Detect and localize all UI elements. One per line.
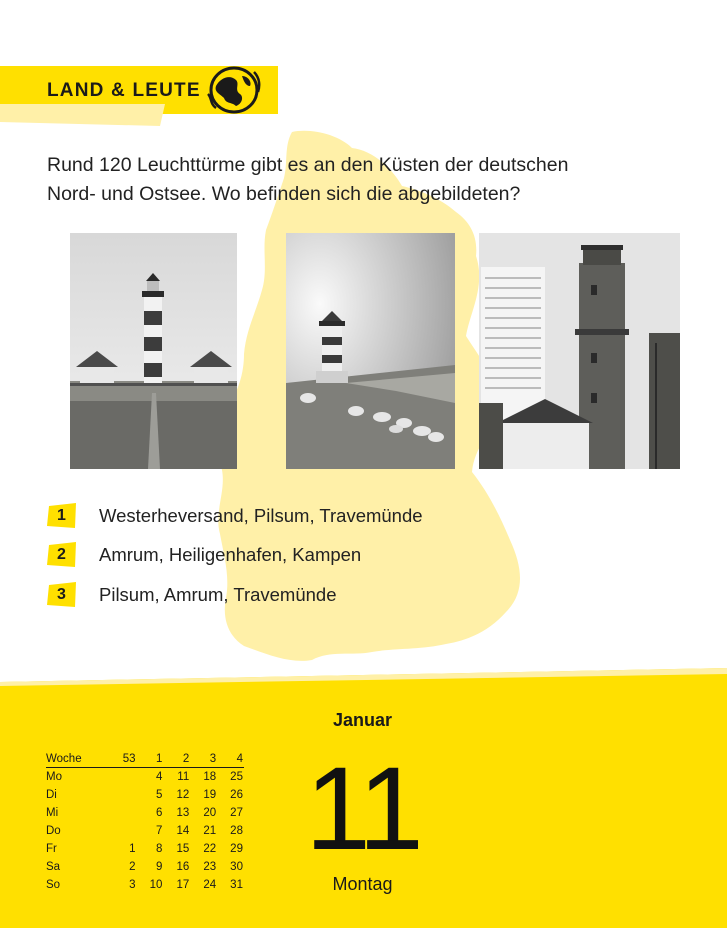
calendar-weekday: Mo bbox=[46, 771, 62, 783]
calendar-week-number: 1 bbox=[155, 752, 163, 765]
calendar-date: 23 bbox=[203, 861, 217, 873]
calendar-date: 29 bbox=[230, 843, 243, 855]
calendar-weekday: Do bbox=[46, 825, 61, 837]
calendar-weekday: Mi bbox=[46, 807, 59, 819]
calendar-header bbox=[46, 750, 244, 768]
calendar-date: 12 bbox=[176, 789, 190, 801]
calendar-row bbox=[46, 858, 244, 876]
question-text bbox=[47, 151, 667, 209]
calendar-date: 27 bbox=[230, 807, 243, 819]
calendar-date: 31 bbox=[230, 879, 243, 891]
calendar-date: 15 bbox=[176, 843, 190, 855]
calendar-date: 9 bbox=[155, 861, 163, 873]
calendar-date: 21 bbox=[203, 825, 217, 837]
calendar-date: 22 bbox=[203, 843, 217, 855]
lighthouse-photo-1 bbox=[70, 233, 237, 469]
answer-text: Westerheversand, Pilsum, Travemünde bbox=[99, 505, 423, 526]
calendar-date: 14 bbox=[176, 825, 190, 837]
calendar-date: 13 bbox=[176, 807, 190, 819]
answer-number: 3 bbox=[57, 586, 66, 603]
day-number: 11 bbox=[305, 743, 420, 875]
calendar-week-number: 4 bbox=[236, 752, 243, 765]
calendar-date: 20 bbox=[203, 807, 217, 819]
calendar-date: 30 bbox=[230, 861, 243, 873]
calendar-date: 19 bbox=[203, 789, 217, 801]
calendar-week-number: 3 bbox=[209, 752, 217, 765]
calendar-date: 3 bbox=[129, 879, 136, 891]
calendar-date: 16 bbox=[176, 861, 190, 873]
calendar-date: 2 bbox=[129, 861, 136, 873]
calendar-row bbox=[46, 822, 244, 840]
calendar-week-number: 53 bbox=[122, 752, 136, 765]
answer-text: Amrum, Heiligenhafen, Kampen bbox=[99, 544, 362, 565]
calendar-date: 28 bbox=[230, 825, 243, 837]
lighthouse-photo-3 bbox=[479, 233, 680, 469]
calendar-week-number: 2 bbox=[182, 752, 190, 765]
calendar-row bbox=[46, 876, 244, 894]
calendar-weekday: Di bbox=[46, 789, 57, 801]
header-band-shadow bbox=[0, 104, 165, 128]
answer-number: 2 bbox=[57, 546, 66, 563]
calendar-date: 25 bbox=[230, 771, 243, 783]
calendar-date: 1 bbox=[129, 843, 136, 855]
calendar-date: 17 bbox=[176, 879, 190, 891]
answer-number: 1 bbox=[57, 507, 66, 524]
weekday-label: Montag bbox=[332, 874, 393, 894]
globe-icon bbox=[206, 64, 262, 116]
calendar-date: 5 bbox=[155, 789, 163, 801]
calendar-weekday: Sa bbox=[46, 861, 61, 873]
month-label: Januar bbox=[332, 710, 393, 730]
calendar-row bbox=[46, 804, 244, 822]
calendar-date: 18 bbox=[203, 771, 217, 783]
answer-text: Pilsum, Amrum, Travemünde bbox=[99, 584, 337, 605]
calendar-row bbox=[46, 786, 244, 804]
calendar-date: 11 bbox=[177, 771, 190, 783]
calendar-week-label: Woche bbox=[46, 752, 82, 765]
calendar-row bbox=[46, 768, 244, 786]
section-title: LAND & LEUTE bbox=[47, 80, 201, 101]
calendar-weekday: Fr bbox=[46, 843, 57, 855]
calendar-weekday: So bbox=[46, 879, 61, 891]
calendar-date: 26 bbox=[230, 789, 243, 801]
calendar-date: 6 bbox=[155, 807, 163, 819]
calendar-date: 10 bbox=[149, 879, 163, 891]
question-line-2: Nord- und Ostsee. Wo befinden sich die abgebildeten? bbox=[47, 183, 521, 205]
calendar-row bbox=[46, 840, 244, 858]
mini-calendar bbox=[46, 750, 244, 894]
question-line-1: Rund 120 Leuchttürme gibt es an den Küsten der deutschen bbox=[47, 154, 569, 176]
calendar-date: 8 bbox=[155, 843, 163, 855]
calendar-date: 4 bbox=[155, 771, 163, 783]
calendar-date: 7 bbox=[155, 825, 163, 837]
lighthouse-photo-2 bbox=[286, 233, 455, 469]
calendar-date: 24 bbox=[203, 879, 217, 891]
